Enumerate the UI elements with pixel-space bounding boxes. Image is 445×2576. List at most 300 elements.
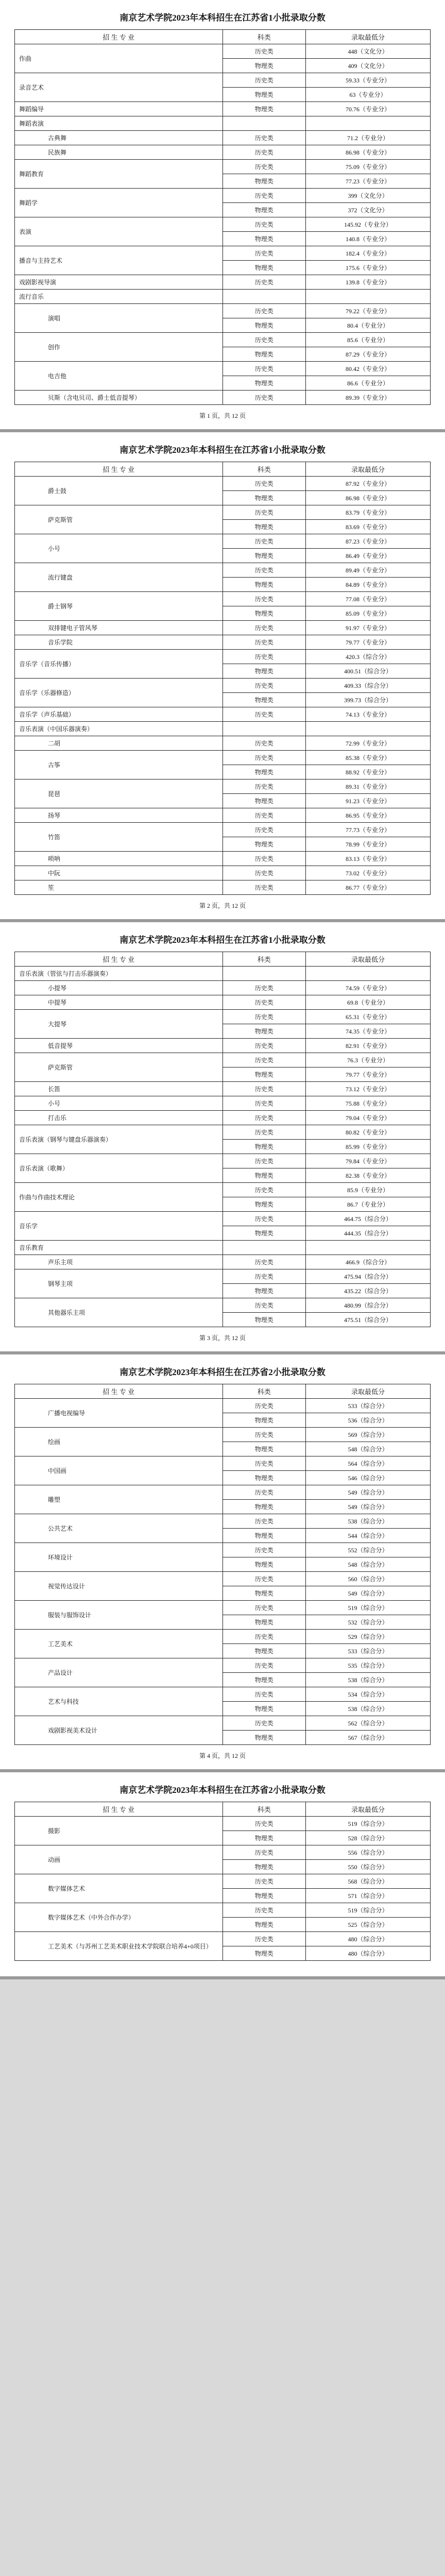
page-title: 南京艺术学院2023年本科招生在江苏省1小批录取分数 (119, 935, 326, 945)
score-cell: 568（综合分） (305, 1874, 430, 1889)
score-cell: 86.98（专业分） (305, 491, 430, 505)
category-cell: 历史类 (222, 779, 305, 794)
category-cell: 历史类 (222, 808, 305, 823)
major-cell: 中提琴 (15, 995, 223, 1010)
page-number: 第 4 页，共 12 页 (199, 1752, 246, 1759)
score-cell: 560（综合分） (305, 1572, 430, 1586)
score-cell: 564（综合分） (305, 1456, 430, 1471)
category-cell (222, 1241, 305, 1255)
category-cell: 物理类 (222, 1197, 305, 1212)
category-cell: 物理类 (222, 59, 305, 73)
category-cell: 物理类 (222, 102, 305, 116)
table-row (15, 852, 431, 866)
table-row (15, 563, 431, 578)
score-cell: 420.3（综合分） (305, 650, 430, 664)
category-cell: 物理类 (222, 261, 305, 275)
major-cell: 摄影 (15, 1817, 223, 1845)
score-cell: 182.4（专业分） (305, 246, 430, 261)
table-row (15, 1601, 431, 1615)
page-number (14, 1961, 431, 1970)
table-row (15, 1716, 431, 1731)
major-cell: 表演 (15, 217, 223, 246)
category-cell: 物理类 (222, 1860, 305, 1874)
score-cell: 552（综合分） (305, 1543, 430, 1557)
major-cell: 音乐表演（管弦与打击乐器演奏） (15, 967, 223, 981)
header-min-score: 录取最低分 (305, 1802, 430, 1817)
category-cell: 物理类 (222, 1946, 305, 1961)
header-major: 招 生 专 业 (15, 952, 223, 967)
category-cell: 历史类 (222, 1269, 305, 1284)
table-row (15, 217, 431, 232)
category-cell: 历史类 (222, 1154, 305, 1168)
category-cell: 历史类 (222, 1183, 305, 1197)
score-cell: 73.12（专业分） (305, 1082, 430, 1096)
score-cell: 89.39（专业分） (305, 391, 430, 405)
score-cell (305, 1241, 430, 1255)
score-cell: 533（综合分） (305, 1644, 430, 1658)
table-row (15, 1572, 431, 1586)
category-cell: 历史类 (222, 1932, 305, 1946)
major-cell: 打击乐 (15, 1111, 223, 1125)
table-row (15, 635, 431, 650)
score-cell: 400.51（综合分） (305, 664, 430, 679)
table-header-row (15, 30, 431, 44)
page-title: 南京艺术学院2023年本科招生在江苏省1小批录取分数 (119, 445, 326, 455)
major-cell: 环境设计 (15, 1543, 223, 1572)
major-cell: 中阮 (15, 866, 223, 880)
major-cell: 戏剧影视美术设计 (15, 1716, 223, 1745)
major-cell: 古典舞 (15, 131, 223, 145)
score-cell: 86.6（专业分） (305, 376, 430, 391)
table-row (15, 995, 431, 1010)
score-cell: 83.79（专业分） (305, 505, 430, 520)
table-row (15, 1543, 431, 1557)
score-cell: 546（综合分） (305, 1471, 430, 1485)
score-cell: 91.23（专业分） (305, 794, 430, 808)
score-cell: 74.59（专业分） (305, 981, 430, 995)
score-cell: 567（综合分） (305, 1731, 430, 1745)
category-cell: 物理类 (222, 1529, 305, 1543)
header-major: 招 生 专 业 (15, 1802, 223, 1817)
category-cell: 历史类 (222, 1111, 305, 1125)
table-row (15, 304, 431, 318)
score-cell: 79.22（专业分） (305, 304, 430, 318)
table-header-row (15, 462, 431, 477)
table-row (15, 362, 431, 376)
category-cell (222, 290, 305, 304)
table-header-row (15, 1384, 431, 1399)
score-cell: 89.31（专业分） (305, 779, 430, 794)
table-row (15, 1269, 431, 1284)
category-cell: 物理类 (222, 765, 305, 779)
category-cell: 历史类 (222, 1096, 305, 1111)
table-row (15, 779, 431, 794)
major-cell: 雕塑 (15, 1485, 223, 1514)
score-cell: 86.77（专业分） (305, 880, 430, 895)
category-cell: 历史类 (222, 1010, 305, 1024)
score-cell: 87.92（专业分） (305, 477, 430, 491)
category-cell (222, 116, 305, 131)
major-cell: 音乐表演（中国乐器演奏） (15, 722, 223, 736)
major-cell: 舞蹈学 (15, 189, 223, 217)
category-cell: 物理类 (222, 347, 305, 362)
major-cell: 大提琴 (15, 1010, 223, 1039)
category-cell: 历史类 (222, 362, 305, 376)
category-cell: 历史类 (222, 1039, 305, 1053)
major-cell: 扬琴 (15, 808, 223, 823)
table-row (15, 1039, 431, 1053)
header-min-score: 录取最低分 (305, 1384, 430, 1399)
category-cell: 物理类 (222, 1067, 305, 1082)
category-cell: 物理类 (222, 318, 305, 333)
category-cell: 物理类 (222, 1226, 305, 1241)
major-cell: 爵士钢琴 (15, 592, 223, 621)
score-cell: 480（综合分） (305, 1946, 430, 1961)
score-cell: 139.8（专业分） (305, 275, 430, 290)
score-cell: 76.3（专业分） (305, 1053, 430, 1067)
score-table (14, 462, 431, 895)
major-cell: 数字媒体艺术 (15, 1874, 223, 1903)
score-cell: 475.51（综合分） (305, 1313, 430, 1327)
major-cell: 民族舞 (15, 145, 223, 160)
category-cell: 物理类 (222, 837, 305, 852)
category-cell: 物理类 (222, 1413, 305, 1428)
major-cell: 公共艺术 (15, 1514, 223, 1543)
score-cell: 80.4（专业分） (305, 318, 430, 333)
category-cell: 历史类 (222, 1543, 305, 1557)
table-row (15, 866, 431, 880)
score-cell: 80.42（专业分） (305, 362, 430, 376)
category-cell: 历史类 (222, 304, 305, 318)
score-cell (305, 722, 430, 736)
major-cell: 广播电视编导 (15, 1399, 223, 1428)
score-cell: 65.31（专业分） (305, 1010, 430, 1024)
score-cell (305, 290, 430, 304)
category-cell: 物理类 (222, 491, 305, 505)
page-number: 第 1 页，共 12 页 (199, 412, 246, 419)
table-row (15, 1817, 431, 1831)
category-cell: 物理类 (222, 1557, 305, 1572)
major-cell: 唢呐 (15, 852, 223, 866)
category-cell: 物理类 (222, 1024, 305, 1039)
table-header-row (15, 1802, 431, 1817)
document-page (0, 432, 445, 922)
category-cell: 历史类 (222, 1298, 305, 1313)
header-min-score: 录取最低分 (305, 952, 430, 967)
header-category: 科类 (222, 952, 305, 967)
category-cell: 物理类 (222, 232, 305, 246)
major-cell: 动画 (15, 1845, 223, 1874)
table-row (15, 736, 431, 751)
category-cell: 历史类 (222, 189, 305, 203)
score-cell: 74.35（专业分） (305, 1024, 430, 1039)
table-row (15, 534, 431, 549)
score-cell: 538（综合分） (305, 1514, 430, 1529)
category-cell: 历史类 (222, 1903, 305, 1918)
header-category: 科类 (222, 1802, 305, 1817)
score-cell: 79.77（专业分） (305, 635, 430, 650)
table-row (15, 823, 431, 837)
score-cell: 89.49（专业分） (305, 563, 430, 578)
table-row (15, 679, 431, 693)
score-table (14, 1802, 431, 1961)
category-cell: 历史类 (222, 1817, 305, 1831)
table-row (15, 1154, 431, 1168)
major-cell: 竹笛 (15, 823, 223, 852)
score-cell: 435.22（综合分） (305, 1284, 430, 1298)
score-cell: 85.9（专业分） (305, 1183, 430, 1197)
major-cell: 录音艺术 (15, 73, 223, 102)
category-cell: 物理类 (222, 1500, 305, 1514)
table-row (15, 1241, 431, 1255)
page-title: 南京艺术学院2023年本科招生在江苏省2小批录取分数 (119, 1367, 326, 1377)
major-cell: 小号 (15, 534, 223, 563)
category-cell: 历史类 (222, 981, 305, 995)
major-cell: 音乐学院 (15, 635, 223, 650)
score-cell: 528（综合分） (305, 1831, 430, 1845)
category-cell: 历史类 (222, 1572, 305, 1586)
category-cell: 历史类 (222, 1255, 305, 1269)
score-cell: 475.94（综合分） (305, 1269, 430, 1284)
score-cell (305, 116, 430, 131)
score-cell: 519（综合分） (305, 1903, 430, 1918)
score-cell: 74.13（专业分） (305, 707, 430, 722)
major-cell: 音乐教育 (15, 1241, 223, 1255)
table-row (15, 246, 431, 261)
table-row (15, 880, 431, 895)
category-cell: 历史类 (222, 160, 305, 174)
major-cell: 低音提琴 (15, 1039, 223, 1053)
category-cell: 历史类 (222, 679, 305, 693)
category-cell: 历史类 (222, 534, 305, 549)
page-title: 南京艺术学院2023年本科招生在江苏省2小批录取分数 (119, 1785, 326, 1795)
score-cell: 70.76（专业分） (305, 102, 430, 116)
category-cell: 历史类 (222, 707, 305, 722)
major-cell: 工艺美术 (15, 1630, 223, 1658)
major-cell: 钢琴主项 (15, 1269, 223, 1298)
score-cell: 79.77（专业分） (305, 1067, 430, 1082)
table-row (15, 1183, 431, 1197)
score-cell: 538（综合分） (305, 1673, 430, 1687)
major-cell: 流行音乐 (15, 290, 223, 304)
major-cell: 琵琶 (15, 779, 223, 808)
table-row (15, 391, 431, 405)
score-cell: 538（综合分） (305, 1702, 430, 1716)
score-cell (305, 967, 430, 981)
score-cell: 569（综合分） (305, 1428, 430, 1442)
score-cell: 175.6（专业分） (305, 261, 430, 275)
major-cell: 中国画 (15, 1456, 223, 1485)
table-row (15, 1845, 431, 1860)
score-cell: 63（专业分） (305, 88, 430, 102)
score-cell: 549（综合分） (305, 1485, 430, 1500)
table-row (15, 290, 431, 304)
page-title: 南京艺术学院2023年本科招生在江苏省1小批录取分数 (119, 13, 326, 23)
category-cell: 历史类 (222, 1053, 305, 1067)
table-header-row (15, 952, 431, 967)
category-cell: 物理类 (222, 606, 305, 621)
score-cell: 536（综合分） (305, 1413, 430, 1428)
category-cell: 历史类 (222, 391, 305, 405)
table-row (15, 751, 431, 765)
score-cell: 532（综合分） (305, 1615, 430, 1630)
category-cell: 历史类 (222, 1514, 305, 1529)
category-cell: 历史类 (222, 621, 305, 635)
major-cell: 爵士鼓 (15, 477, 223, 505)
category-cell: 历史类 (222, 477, 305, 491)
document-page (0, 922, 445, 1354)
score-cell: 399（文化分） (305, 189, 430, 203)
category-cell: 物理类 (222, 794, 305, 808)
score-cell: 548（综合分） (305, 1442, 430, 1456)
major-cell: 笙 (15, 880, 223, 895)
major-cell: 视觉传达设计 (15, 1572, 223, 1601)
table-row (15, 189, 431, 203)
score-cell: 59.33（专业分） (305, 73, 430, 88)
major-cell: 贝斯（含电贝司、爵士低音提琴） (15, 391, 223, 405)
category-cell: 物理类 (222, 1284, 305, 1298)
score-cell: 77.23（专业分） (305, 174, 430, 189)
category-cell: 历史类 (222, 1874, 305, 1889)
category-cell: 物理类 (222, 1731, 305, 1745)
category-cell: 历史类 (222, 145, 305, 160)
category-cell: 物理类 (222, 1673, 305, 1687)
score-cell: 519（综合分） (305, 1601, 430, 1615)
category-cell: 历史类 (222, 563, 305, 578)
category-cell: 物理类 (222, 1313, 305, 1327)
score-cell: 75.09（专业分） (305, 160, 430, 174)
score-cell: 91.97（专业分） (305, 621, 430, 635)
score-cell: 85.6（专业分） (305, 333, 430, 347)
score-cell: 544（综合分） (305, 1529, 430, 1543)
table-row (15, 131, 431, 145)
score-cell: 571（综合分） (305, 1889, 430, 1903)
score-cell: 448（文化分） (305, 44, 430, 59)
category-cell: 历史类 (222, 1399, 305, 1413)
category-cell: 物理类 (222, 1140, 305, 1154)
major-cell: 数字媒体艺术（中外合作办学） (15, 1903, 223, 1932)
major-cell: 小提琴 (15, 981, 223, 995)
category-cell (222, 722, 305, 736)
category-cell: 历史类 (222, 1125, 305, 1140)
score-cell: 69.8（专业分） (305, 995, 430, 1010)
header-min-score: 录取最低分 (305, 462, 430, 477)
category-cell: 历史类 (222, 1456, 305, 1471)
category-cell: 物理类 (222, 1702, 305, 1716)
major-cell: 舞蹈教育 (15, 160, 223, 189)
category-cell: 物理类 (222, 693, 305, 707)
score-cell: 535（综合分） (305, 1658, 430, 1673)
header-min-score: 录取最低分 (305, 30, 430, 44)
table-row (15, 1630, 431, 1644)
score-cell: 73.02（专业分） (305, 866, 430, 880)
page-number: 第 2 页，共 12 页 (199, 902, 246, 909)
score-cell: 71.2（专业分） (305, 131, 430, 145)
table-row (15, 44, 431, 59)
table-row (15, 1428, 431, 1442)
category-cell: 历史类 (222, 880, 305, 895)
table-row (15, 592, 431, 606)
score-cell: 82.91（专业分） (305, 1039, 430, 1053)
score-cell: 480.99（综合分） (305, 1298, 430, 1313)
category-cell: 历史类 (222, 1212, 305, 1226)
score-cell: 372（文化分） (305, 203, 430, 217)
document-page (0, 1354, 445, 1772)
table-row (15, 505, 431, 520)
table-row (15, 808, 431, 823)
table-row (15, 1514, 431, 1529)
score-cell: 399.73（综合分） (305, 693, 430, 707)
category-cell: 历史类 (222, 1687, 305, 1702)
category-cell: 历史类 (222, 275, 305, 290)
score-cell: 480（综合分） (305, 1932, 430, 1946)
category-cell: 物理类 (222, 549, 305, 563)
score-cell: 529（综合分） (305, 1630, 430, 1644)
major-cell: 播音与主持艺术 (15, 246, 223, 275)
major-cell: 绘画 (15, 1428, 223, 1456)
category-cell: 历史类 (222, 852, 305, 866)
major-cell: 流行键盘 (15, 563, 223, 592)
header-major: 招 生 专 业 (15, 1384, 223, 1399)
category-cell: 历史类 (222, 73, 305, 88)
score-cell: 84.89（专业分） (305, 578, 430, 592)
major-cell: 音乐学（声乐基础） (15, 707, 223, 722)
category-cell: 历史类 (222, 333, 305, 347)
table-row (15, 1212, 431, 1226)
score-cell: 85.09（专业分） (305, 606, 430, 621)
category-cell (222, 967, 305, 981)
header-major: 招 生 专 业 (15, 30, 223, 44)
category-cell: 物理类 (222, 376, 305, 391)
major-cell: 创作 (15, 333, 223, 362)
table-row (15, 116, 431, 131)
score-cell: 525（综合分） (305, 1918, 430, 1932)
page-number: 第 3 页，共 12 页 (199, 1334, 246, 1342)
major-cell: 其他器乐主项 (15, 1298, 223, 1327)
score-cell: 550（综合分） (305, 1860, 430, 1874)
category-cell: 历史类 (222, 1428, 305, 1442)
header-category: 科类 (222, 1384, 305, 1399)
score-cell: 75.88（专业分） (305, 1096, 430, 1111)
score-cell: 72.99（专业分） (305, 736, 430, 751)
score-cell: 88.92（专业分） (305, 765, 430, 779)
major-cell: 长笛 (15, 1082, 223, 1096)
table-row (15, 333, 431, 347)
score-cell: 86.98（专业分） (305, 145, 430, 160)
major-cell: 演唱 (15, 304, 223, 333)
table-row (15, 621, 431, 635)
category-cell: 历史类 (222, 1630, 305, 1644)
score-table (14, 952, 431, 1327)
table-row (15, 1096, 431, 1111)
score-cell: 409（文化分） (305, 59, 430, 73)
major-cell: 音乐学 (15, 1212, 223, 1241)
score-cell: 519（综合分） (305, 1817, 430, 1831)
category-cell: 物理类 (222, 1889, 305, 1903)
score-cell: 549（综合分） (305, 1500, 430, 1514)
table-row (15, 1298, 431, 1313)
table-row (15, 1687, 431, 1702)
score-table (14, 1384, 431, 1745)
major-cell: 音乐学（乐器修造） (15, 679, 223, 707)
major-cell: 音乐学（音乐传播） (15, 650, 223, 679)
table-row (15, 967, 431, 981)
score-cell: 86.7（专业分） (305, 1197, 430, 1212)
score-cell: 548（综合分） (305, 1557, 430, 1572)
score-cell: 82.38（专业分） (305, 1168, 430, 1183)
major-cell: 二胡 (15, 736, 223, 751)
major-cell: 戏剧影视导演 (15, 275, 223, 290)
